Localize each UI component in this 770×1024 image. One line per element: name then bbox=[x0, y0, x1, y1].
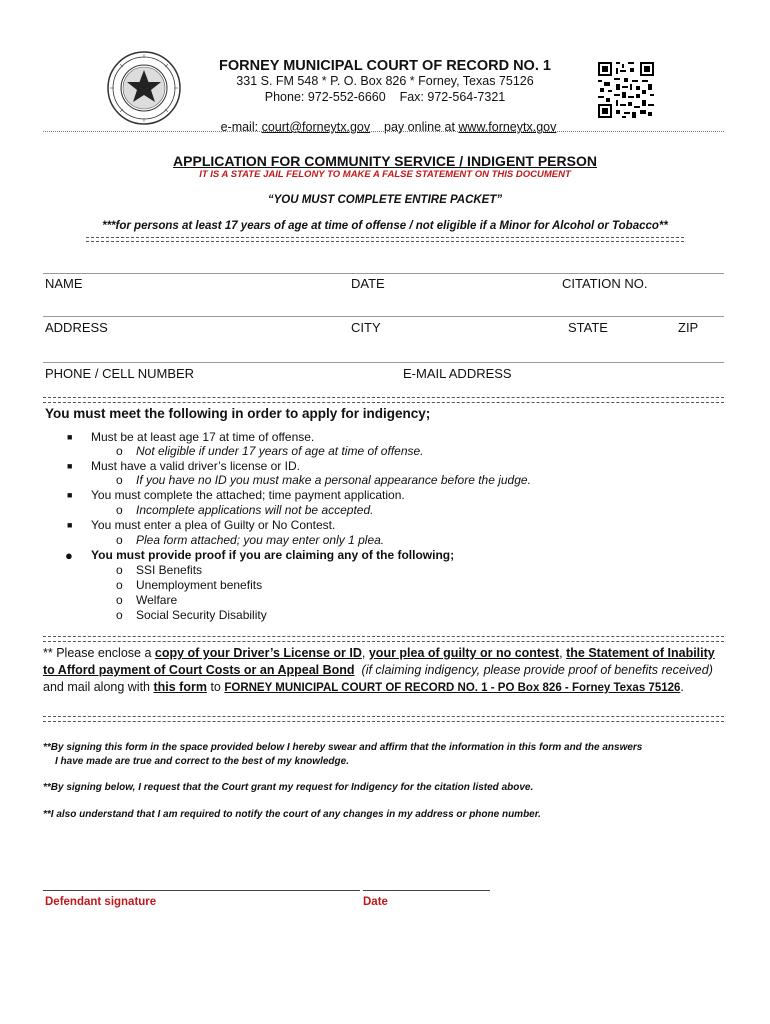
court-contact bbox=[0, 106, 770, 134]
affirmation-notify: **I also understand that I am required to notify the court of any changes in my address or phone number. bbox=[43, 809, 541, 820]
signature-date-line[interactable] bbox=[363, 890, 490, 891]
circle-bullet-icon: o bbox=[116, 593, 123, 607]
date-label: DATE bbox=[351, 276, 385, 291]
proof-option: Welfare bbox=[136, 593, 178, 607]
address-line bbox=[43, 316, 724, 317]
circle-bullet-icon: o bbox=[116, 608, 123, 622]
signature-date-label: Date bbox=[363, 896, 388, 908]
enclose-text: ** Please enclose a bbox=[43, 646, 155, 660]
name-line bbox=[43, 273, 724, 274]
enclose-plea: your plea of guilty or no contest bbox=[368, 646, 560, 660]
fields-divider bbox=[43, 397, 724, 403]
square-bullet-icon: ■ bbox=[67, 461, 73, 471]
court-address: 331 S. FM 548 * P. O. Box 826 * Forney, Texas 75126 bbox=[236, 74, 534, 88]
phone-label: PHONE / CELL NUMBER bbox=[45, 366, 195, 381]
court-name: FORNEY MUNICIPAL COURT OF RECORD NO. 1 bbox=[219, 58, 551, 74]
signature-line[interactable] bbox=[43, 890, 360, 891]
email-field-label: E-MAIL ADDRESS bbox=[403, 366, 512, 381]
page-title: APPLICATION FOR COMMUNITY SERVICE / INDIGENT PERSON bbox=[173, 153, 597, 169]
phone-line bbox=[43, 362, 724, 363]
affirmation-line: **By signing this form in the space provided below I hereby swear and affirm that the information in this form and the answers bbox=[43, 742, 643, 753]
enclose-divider bbox=[43, 716, 724, 722]
requirements-divider bbox=[43, 636, 724, 642]
round-bullet-icon: ● bbox=[65, 548, 73, 563]
enclose-instructions bbox=[43, 645, 727, 697]
state-label: STATE bbox=[568, 320, 608, 335]
enclose-text: . bbox=[680, 680, 684, 694]
list-item: Must be at least age 17 at time of offense. bbox=[91, 430, 315, 444]
header-divider bbox=[43, 131, 724, 132]
list-subitem: If you have no ID you must make a personal appearance before the judge. bbox=[136, 473, 531, 487]
enclose-statement: the Statement of Inability to Afford payment of Court Costs or an Appeal Bond bbox=[43, 646, 715, 677]
address-label: ADDRESS bbox=[45, 320, 108, 335]
affirmation-sworn bbox=[43, 741, 733, 769]
square-bullet-icon: ■ bbox=[67, 520, 73, 530]
enclose-license: copy of your Driver’s License or ID bbox=[154, 646, 362, 660]
proof-item: You must provide proof if you are claiming any of the following; bbox=[91, 548, 455, 562]
email-label: e-mail: bbox=[220, 120, 262, 134]
list-item: You must complete the attached; time payment application. bbox=[91, 488, 405, 502]
circle-bullet-icon: o bbox=[116, 444, 123, 458]
court-phone: Phone: 972-552-6660 Fax: 972-564-7321 bbox=[264, 90, 506, 104]
name-label: NAME bbox=[45, 276, 83, 291]
eligibility-notice: ***for persons at least 17 years of age at time of offense / not eligible if a Minor for Alcohol or Tobacco** bbox=[102, 220, 668, 232]
zip-label: ZIP bbox=[678, 320, 699, 335]
email-link[interactable]: court@forneytx.gov bbox=[261, 120, 371, 134]
false-statement-warning: IT IS A STATE JAIL FELONY TO MAKE A FALSE STATEMENT ON THIS DOCUMENT bbox=[199, 169, 571, 180]
affirmation-line: I have made are true and correct to the best of my knowledge. bbox=[55, 756, 349, 767]
enclose-text: and mail along with bbox=[43, 680, 154, 694]
city-label: CITY bbox=[351, 320, 381, 335]
proof-option: SSI Benefits bbox=[136, 563, 203, 577]
eligibility-divider bbox=[86, 237, 684, 242]
square-bullet-icon: ■ bbox=[67, 490, 73, 500]
list-subitem: Incomplete applications will not be accepted. bbox=[136, 503, 374, 517]
enclose-text bbox=[355, 663, 362, 677]
affirmation-request: **By signing below, I request that the Court grant my request for Indigency for the citation listed above. bbox=[43, 782, 534, 793]
circle-bullet-icon: o bbox=[116, 533, 123, 547]
citation-label: CITATION NO. bbox=[562, 276, 648, 291]
pay-online-link[interactable]: www.forneytx.gov bbox=[458, 120, 557, 134]
circle-bullet-icon: o bbox=[116, 563, 123, 577]
list-item: Must have a valid driver’s license or ID. bbox=[91, 459, 300, 473]
enclose-mailing-address: FORNEY MUNICIPAL COURT OF RECORD NO. 1 - PO Box 826 - Forney Texas 75126 bbox=[224, 682, 681, 694]
enclose-text: , bbox=[559, 646, 567, 660]
enclose-text: , bbox=[361, 646, 369, 660]
enclose-proof-note: (if claiming indigency, please provide proof of benefits received) bbox=[361, 663, 713, 677]
pay-label: pay online at bbox=[370, 120, 459, 134]
requirements-heading: You must meet the following in order to apply for indigency; bbox=[45, 406, 431, 421]
circle-bullet-icon: o bbox=[116, 578, 123, 592]
list-subitem: Plea form attached; you may enter only 1 plea. bbox=[136, 533, 385, 547]
packet-notice: “YOU MUST COMPLETE ENTIRE PACKET” bbox=[267, 194, 503, 206]
defendant-signature-label: Defendant signature bbox=[45, 896, 157, 908]
enclose-this-form: this form bbox=[153, 680, 207, 694]
list-item: You must enter a plea of Guilty or No Contest. bbox=[91, 518, 336, 532]
square-bullet-icon: ■ bbox=[67, 432, 73, 442]
circle-bullet-icon: o bbox=[116, 503, 123, 517]
proof-option: Social Security Disability bbox=[136, 608, 267, 622]
circle-bullet-icon: o bbox=[116, 473, 123, 487]
enclose-text: to bbox=[206, 680, 225, 694]
list-subitem: Not eligible if under 17 years of age at time of offense. bbox=[136, 444, 424, 458]
proof-option: Unemployment benefits bbox=[136, 578, 263, 592]
